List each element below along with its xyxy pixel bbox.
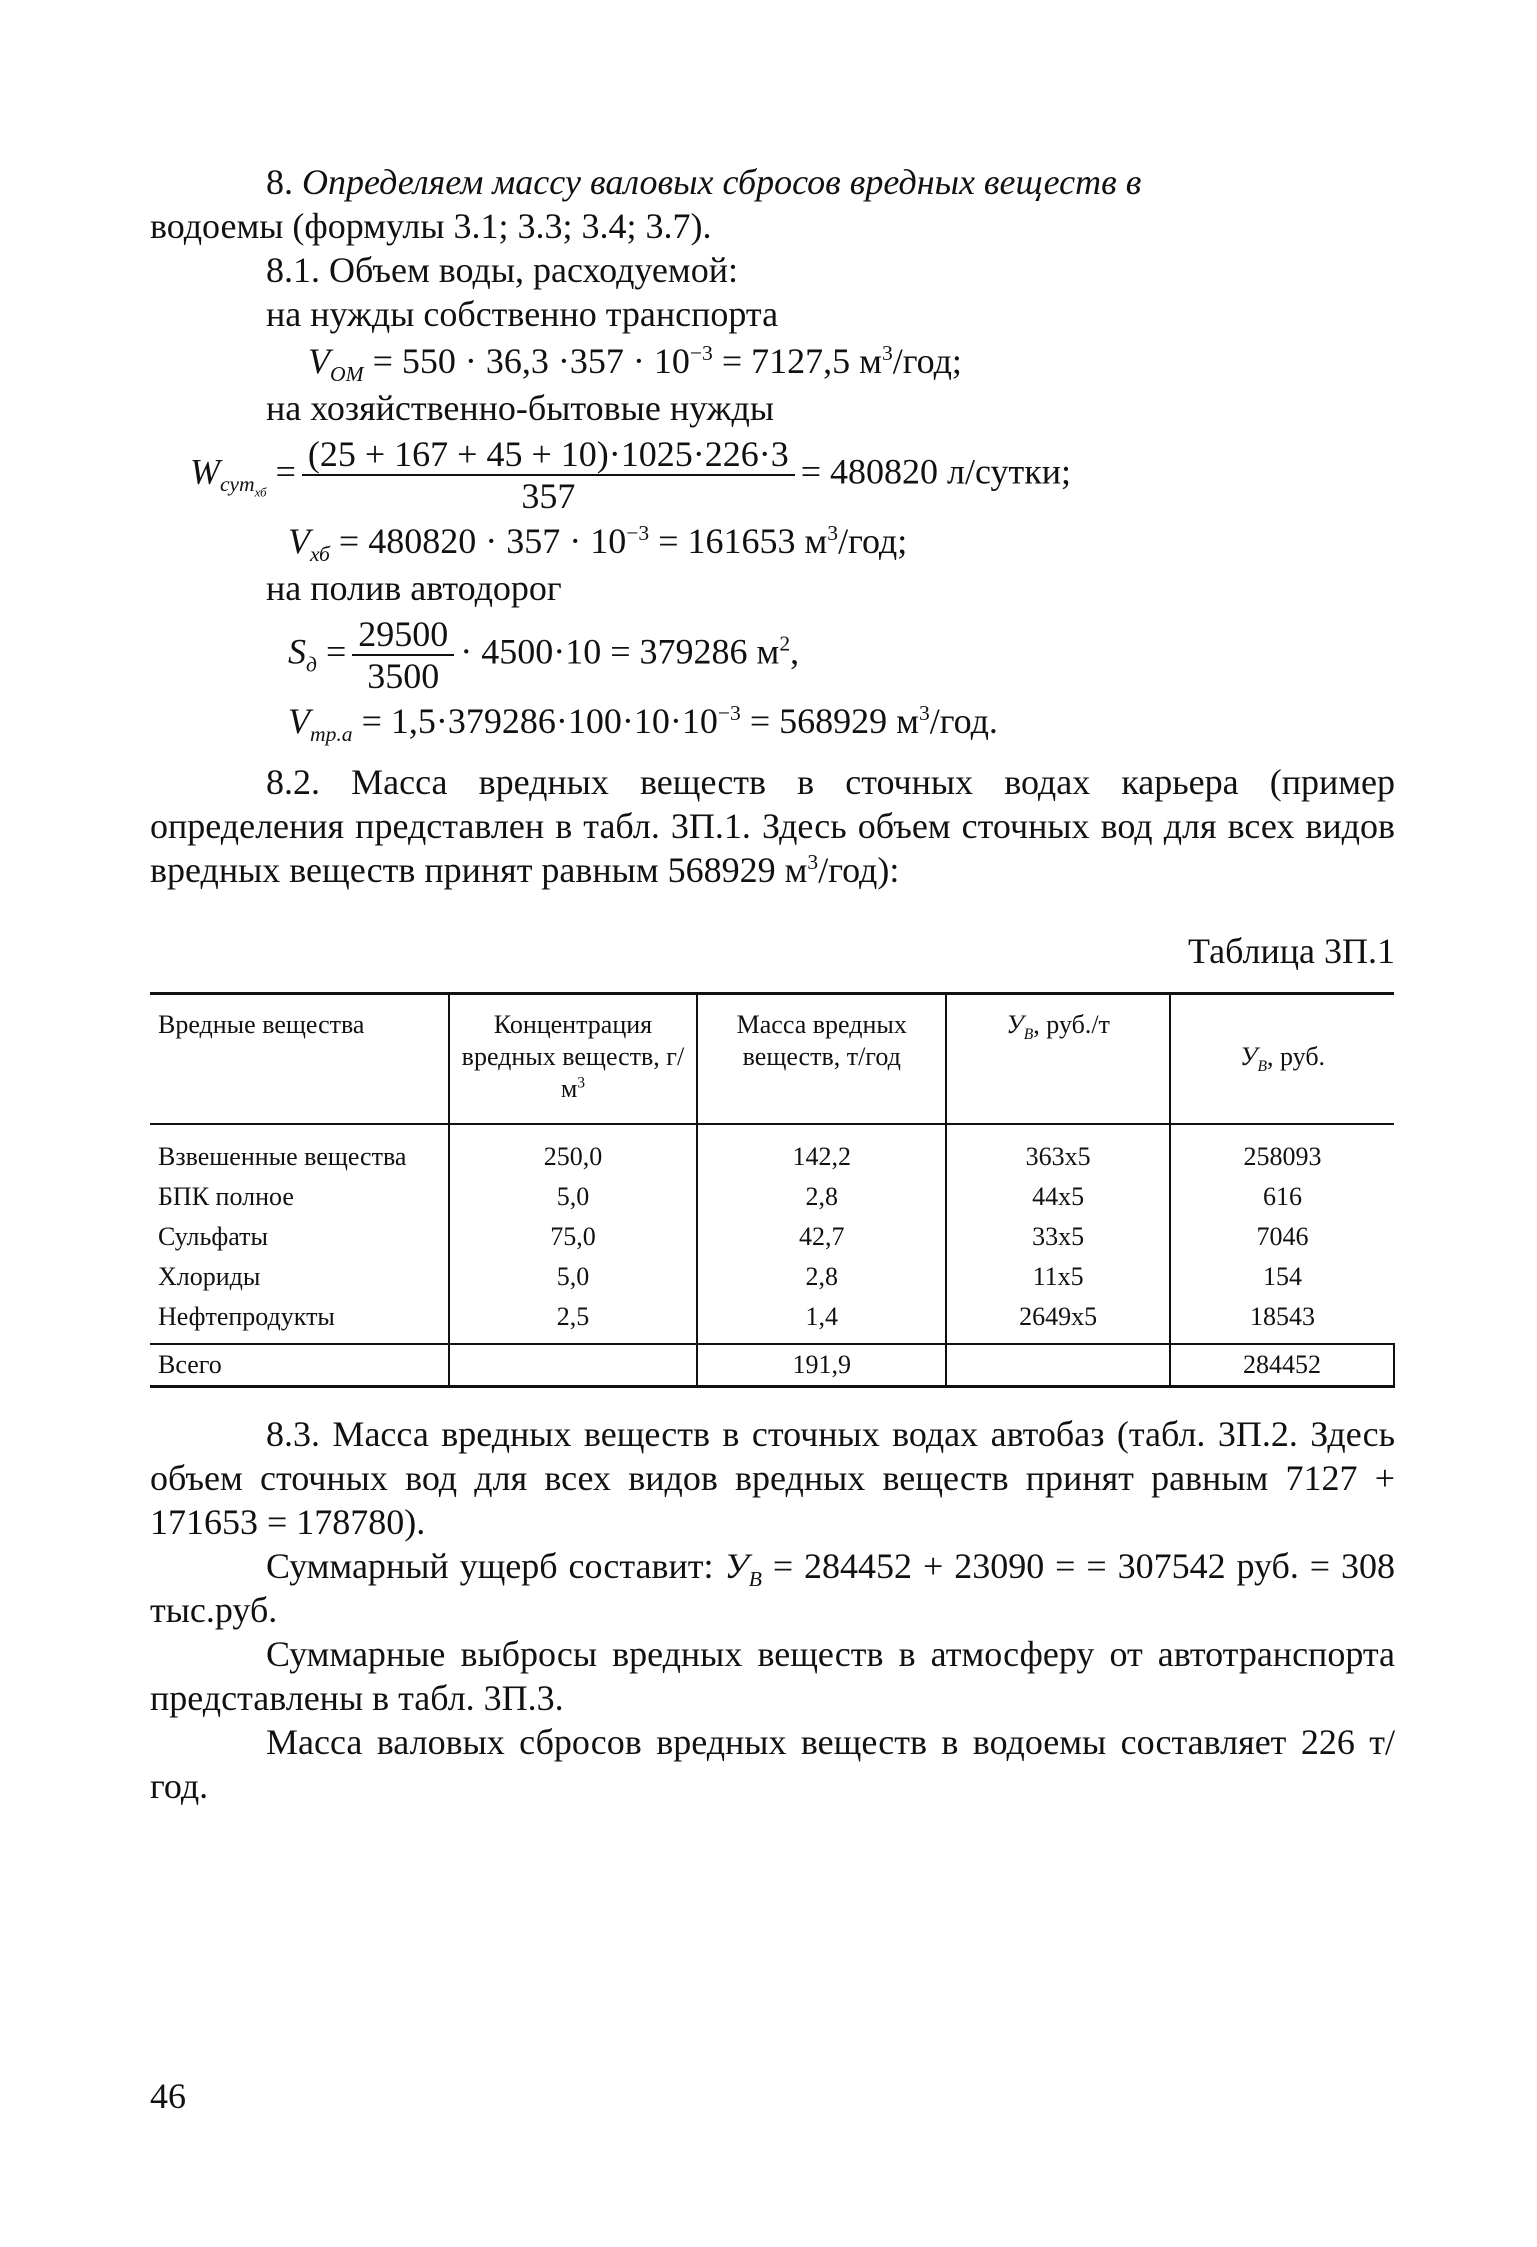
- total-damage-paragraph: Суммарный ущерб составит: $У_В = 284452 + 23090$ = = 307542 руб. = 308 тыс.руб.: [150, 1546, 1396, 1630]
- header-rate: $У_В$, руб./т: [946, 994, 1170, 1125]
- section-8-heading: 8. Определяем массу валовых сбросов вредных веществ в: [266, 162, 1142, 202]
- emissions-paragraph: Суммарные выбросы вредных веществ в атмосферу от автотранспорта представлены в табл. 3П.3.: [150, 1634, 1395, 1718]
- page-number: 46: [150, 2076, 186, 2116]
- table-header-row: [150, 994, 1394, 1125]
- cell-concentration: 5,0: [449, 1177, 698, 1217]
- cell-total-damage: 284452: [1170, 1344, 1394, 1387]
- cell-damage: 7046: [1170, 1217, 1394, 1257]
- table-row: [150, 1177, 1394, 1217]
- paragraph-8-3: 8.3. Масса вредных веществ в сточных водах автобаз (табл. 3П.2. Здесь объем сточных вод для всех видов вредных веществ принят равным 7127 + 171653 = 178780).: [150, 1414, 1395, 1542]
- header-concentration: Концентрация вредных веществ, $г/м^3$: [449, 994, 698, 1125]
- household-label: на хозяйственно-бытовые нужды: [266, 388, 775, 428]
- header-substances: Вредные вещества: [150, 994, 449, 1125]
- cell-name: Нефтепродукты: [158, 1302, 335, 1331]
- table-row: [150, 1297, 1394, 1344]
- formula-w-sut: $W_{сут_{хб}}$ = $\frac{(25 + 167 + 45 + 10)\cdot 1025\cdot 226\cdot 3}{357}$ = 480820 л/сутки;: [190, 434, 1072, 516]
- table-row: [150, 1124, 1394, 1177]
- cell-damage: 154: [1170, 1257, 1394, 1297]
- formula-v-tra: $V_{тр.а} = 1,5\cdot 379286\cdot 100\cdot 10\cdot 10^{-3} = 568929$ $м^3$/год.: [288, 701, 998, 747]
- formula-s-d-fraction: $\frac{29500}{3500}$: [352, 614, 454, 696]
- roads-label: на полив автодорог: [266, 568, 562, 608]
- cell-mass: 2,8: [697, 1177, 946, 1217]
- formula-v-om: $V_{ОМ} = 550 \cdot 36,3 \cdot 357 \cdot 10^{-3} = 7127,5$ $м^3$/год;: [308, 341, 962, 387]
- cell-rate: 33x5: [946, 1217, 1170, 1257]
- gross-discharge-paragraph: Масса валовых сбросов вредных веществ в водоемы составляет 226 т/год.: [150, 1722, 1395, 1806]
- cell-rate: 363x5: [946, 1124, 1170, 1177]
- pollutants-table: [150, 992, 1395, 1388]
- subsection-8-1: 8.1. Объем воды, расходуемой:: [266, 250, 738, 290]
- cell-rate: 44x5: [946, 1177, 1170, 1217]
- document-page: [150, 160, 1395, 1808]
- cell-damage: 258093: [1170, 1124, 1394, 1177]
- cell-concentration: 75,0: [449, 1217, 698, 1257]
- section-8-heading-cont: водоемы (формулы 3.1; 3.3; 3.4; 3.7).: [150, 206, 712, 246]
- cell-mass: 1,4: [697, 1297, 946, 1344]
- cell-total-label: Всего: [150, 1344, 449, 1387]
- cell-damage: 18543: [1170, 1297, 1394, 1344]
- cell-name: Взвешенные вещества: [158, 1142, 407, 1171]
- cell-concentration: 2,5: [449, 1297, 698, 1344]
- cell-damage: 616: [1170, 1177, 1394, 1217]
- cell-name: Сульфаты: [158, 1222, 268, 1251]
- cell-mass: 42,7: [697, 1217, 946, 1257]
- header-damage: $У_В$, руб.: [1170, 994, 1394, 1125]
- cell-total-concentration: [449, 1344, 698, 1387]
- table-row: [150, 1217, 1394, 1257]
- cell-mass: 2,8: [697, 1257, 946, 1297]
- paragraph-8-2: 8.2. Масса вредных веществ в сточных водах карьера (пример определения представлен в табл. 3П.1. Здесь объем сточных вод для всех видов вредных веществ принят равным 568929 $м^3/год$):: [150, 762, 1395, 890]
- cell-rate: 11x5: [946, 1257, 1170, 1297]
- cell-rate: 2649x5: [946, 1297, 1170, 1344]
- cell-name: Хлориды: [158, 1262, 261, 1291]
- transport-label: на нужды собственно транспорта: [266, 294, 779, 334]
- formula-w-sut-fraction: $\frac{(25 + 167 + 45 + 10)\cdot 1025\cdot 226\cdot 3}{357}$: [302, 434, 795, 516]
- cell-name: БПК полное: [158, 1182, 294, 1211]
- cell-total-rate: [946, 1344, 1170, 1387]
- table-caption: Таблица 3П.1: [1188, 931, 1395, 971]
- formula-v-hb: $V_{хб} = 480820 \cdot 357 \cdot 10^{-3} = 161653$ $м^3$/год;: [288, 521, 908, 567]
- cell-concentration: 5,0: [449, 1257, 698, 1297]
- table-row: [150, 1257, 1394, 1297]
- header-mass: Масса вредных веществ, т/год: [697, 994, 946, 1125]
- cell-mass: 142,2: [697, 1124, 946, 1177]
- cell-concentration: 250,0: [449, 1124, 698, 1177]
- formula-s-d: $S_д$ = $\frac{29500}{3500}$ · 4500·10 = 379286 $м^2$,: [288, 614, 800, 696]
- table-total-row: [150, 1344, 1394, 1387]
- cell-total-mass: 191,9: [697, 1344, 946, 1387]
